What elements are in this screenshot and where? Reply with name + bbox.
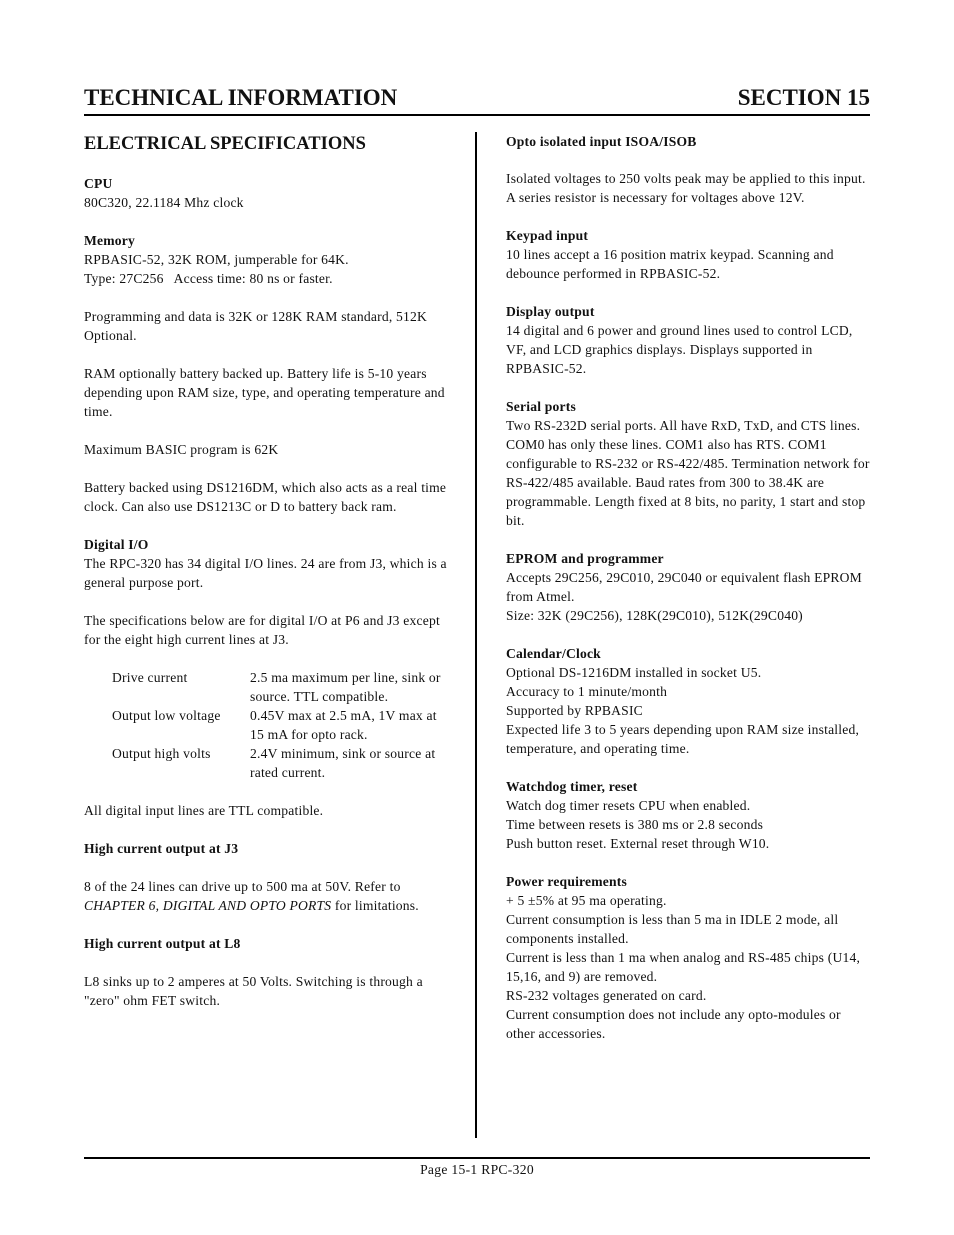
cpu-title: CPU: [84, 176, 113, 191]
power-line4: RS-232 voltages generated on card.: [506, 988, 707, 1003]
opto-title: [506, 132, 870, 151]
right-column: [506, 132, 870, 1062]
clock-line1: Optional DS-1216DM installed in socket U5.: [506, 665, 762, 680]
spec-label: Output low voltage: [112, 708, 221, 723]
power-block: [506, 872, 870, 1043]
clock-title: Calendar/Clock: [506, 646, 601, 661]
power-title: Power requirements: [506, 874, 628, 889]
spec-row: [112, 744, 450, 782]
eprom-line1: Accepts 29C256, 29C010, 29C040 or equivalent flash EPROM from Atmel.: [506, 570, 862, 604]
eprom-line2: Size: 32K (29C256), 128K(29C010), 512K(29C040): [506, 608, 803, 623]
hc-j3-text-b: for limitations.: [331, 898, 419, 913]
hc-j3-title-text: High current output at J3: [84, 841, 239, 856]
memory-line1: RPBASIC-52, 32K ROM, jumperable for 64K.: [84, 252, 349, 267]
memory-battery: RAM optionally battery backed up. Battery life is 5-10 years depending upon RAM size, type, and operating temperature and time.: [84, 366, 445, 419]
column-divider: [475, 132, 477, 1138]
watchdog-line1: Watch dog timer resets CPU when enabled.: [506, 798, 751, 813]
keypad-block: [506, 226, 870, 283]
keypad-title: Keypad input: [506, 228, 589, 243]
ttl-note: All digital input lines are TTL compatible.: [84, 803, 324, 818]
clock-line2: Accuracy to 1 minute/month: [506, 684, 668, 699]
serial-text: Two RS-232D serial ports. All have RxD, TxD, and CTS lines. COM0 has only these lines. COM1 also has RTS. COM1 configurable to RS-232 or RS-422/485. Termination network for RS-422/485 available. Baud rates from 300 to 38.4K are programmable. Length fixed at 8 bits, no parity, 1 start and stop bit.: [506, 418, 870, 528]
power-line3: Current is less than 1 ma when analog and RS-485 chips (U14, 15,16, and 9) are removed.: [506, 950, 861, 984]
opto-text: Isolated voltages to 250 volts peak may be applied to this input. A series resistor is necessary for voltages above 12V.: [506, 171, 866, 205]
spec-label: Drive current: [112, 670, 188, 685]
display-block: [506, 302, 870, 378]
header-section: SECTION 15: [737, 85, 870, 110]
eprom-title: EPROM and programmer: [506, 551, 664, 566]
memory-line2: Type: 27C256 Access time: 80 ns or faster.: [84, 271, 333, 286]
clock-block: [506, 644, 870, 758]
spec-row: [112, 668, 450, 706]
memory-title: Memory: [84, 233, 136, 248]
power-line5: Current consumption does not include any opto-modules or other accessories.: [506, 1007, 841, 1041]
digital-io-block: [84, 535, 450, 592]
power-line2: Current consumption is less than 5 ma in IDLE 2 mode, all components installed.: [506, 912, 839, 946]
display-title: Display output: [506, 304, 595, 319]
left-column: [84, 132, 450, 1029]
power-line1: + 5 ±5% at 95 ma operating.: [506, 893, 667, 908]
digital-io-spec-intro: The specifications below are for digital I/O at P6 and J3 except for the eight high current lines at J3.: [84, 613, 440, 647]
spec-label: Output high volts: [112, 746, 211, 761]
spec-value: 0.45V max at 2.5 mA, 1V max at 15 mA for opto rack.: [250, 708, 437, 742]
hc-l8-text: L8 sinks up to 2 amperes at 50 Volts. Switching is through a "zero" ohm FET switch.: [84, 974, 423, 1008]
digital-io-title: Digital I/O: [84, 537, 149, 552]
cpu-text: 80C320, 22.1184 Mhz clock: [84, 195, 244, 210]
watchdog-line3: Push button reset. External reset through W10.: [506, 836, 770, 851]
watchdog-title: Watchdog timer, reset: [506, 779, 638, 794]
memory-ram-size: Programming and data is 32K or 128K RAM standard, 512K Optional.: [84, 309, 428, 343]
section-heading: ELECTRICAL SPECIFICATIONS: [84, 134, 366, 154]
eprom-block: [506, 549, 870, 625]
watchdog-line2: Time between resets is 380 ms or 2.8 seconds: [506, 817, 764, 832]
hc-l8-title-text: High current output at L8: [84, 936, 241, 951]
watchdog-block: [506, 777, 870, 853]
serial-block: [506, 397, 870, 530]
serial-title: Serial ports: [506, 399, 576, 414]
page-header: [84, 84, 870, 116]
chapter-reference: CHAPTER 6, DIGITAL AND OPTO PORTS: [84, 898, 332, 913]
hc-j3-text-a: 8 of the 24 lines can drive up to 500 ma at 50V. Refer to: [84, 879, 401, 894]
clock-line3: Supported by RPBASIC: [506, 703, 643, 718]
hc-j3-text: [84, 877, 450, 915]
memory-block: [84, 231, 450, 288]
display-text: 14 digital and 6 power and ground lines used to control LCD, VF, and LCD graphics displays. Displays supported in RPBASIC-52.: [506, 323, 853, 376]
hc-l8-title: [84, 934, 450, 953]
footer-rule: [84, 1157, 870, 1159]
page-footer: Page 15-1 RPC-320: [420, 1162, 534, 1177]
spec-value: 2.4V minimum, sink or source at rated current.: [250, 746, 436, 780]
header-title: TECHNICAL INFORMATION: [84, 85, 398, 110]
hc-j3-title: [84, 839, 450, 858]
digital-io-spec-table: [112, 668, 450, 782]
spec-row: [112, 706, 450, 744]
spec-value: 2.5 ma maximum per line, sink or source. TTL compatible.: [250, 670, 441, 704]
opto-title-text: Opto isolated input ISOA/ISOB: [506, 134, 697, 149]
digital-io-text: The RPC-320 has 34 digital I/O lines. 24 are from J3, which is a general purpose port.: [84, 556, 447, 590]
keypad-text: 10 lines accept a 16 position matrix keypad. Scanning and debounce performed in RPBASIC-52.: [506, 247, 834, 281]
memory-max-program: Maximum BASIC program is 62K: [84, 442, 279, 457]
cpu-block: [84, 174, 450, 212]
memory-ds1216: Battery backed using DS1216DM, which also acts as a real time clock. Can also use DS1213C or D to battery back ram.: [84, 480, 447, 514]
clock-line4: Expected life 3 to 5 years depending upon RAM size installed, temperature, and operating time.: [506, 722, 860, 756]
